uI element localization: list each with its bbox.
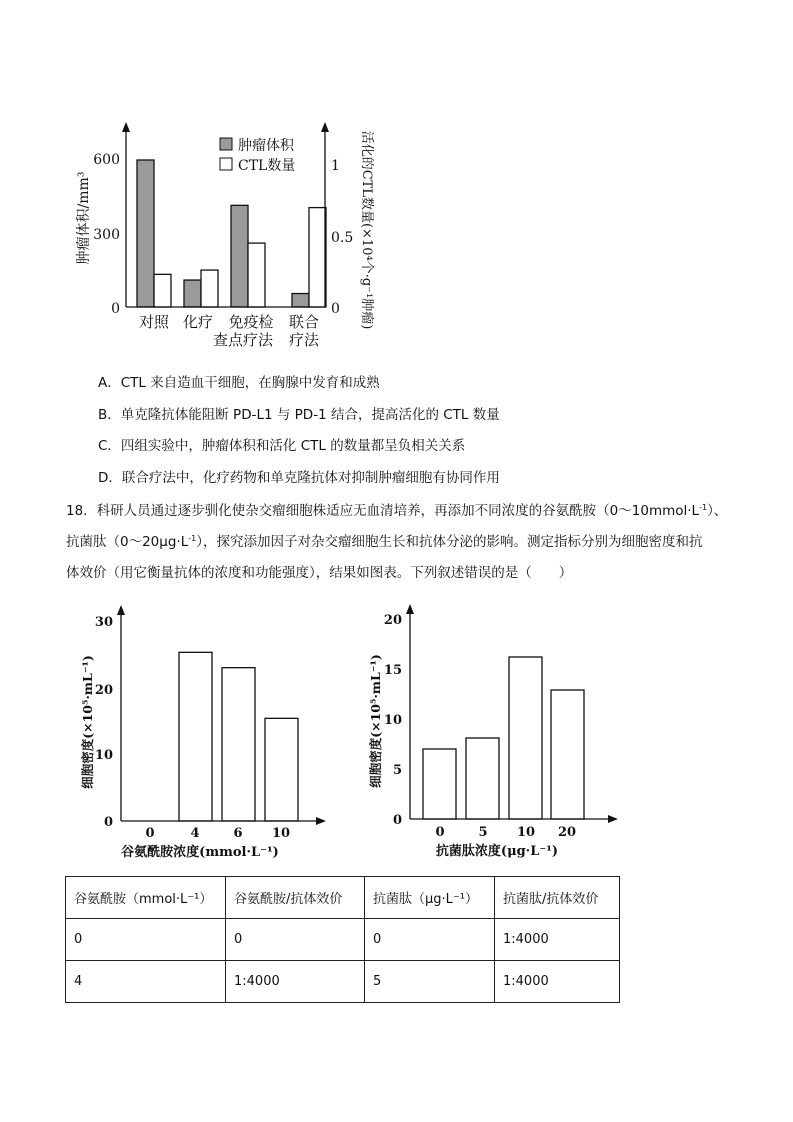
y-tick: 5 [392, 763, 402, 778]
y-tick: 10 [94, 748, 113, 763]
y-tick: 0 [103, 815, 113, 830]
question-18 [66, 496, 736, 589]
table-header: 谷氨酰胺（mmol·L⁻¹） [66, 877, 226, 919]
right-tick: 1 [331, 158, 340, 174]
q18-line-3: 体效价（用它衡量抗体的浓度和功能强度），结果如图表。下列叙述错误的是（ ） [66, 565, 573, 581]
table-row [66, 961, 620, 1003]
y-axis-title: 细胞密度(×10⁵·mL⁻¹) [80, 655, 95, 789]
x-tick: 0 [145, 826, 155, 841]
legend-swatch-tumor [220, 138, 232, 150]
y-tick: 0 [392, 813, 402, 828]
bar-tumor-volume [137, 160, 154, 307]
y-arrow [406, 604, 414, 614]
right-axis-title: 活化的CTL数量(×10⁴个·g⁻¹肿瘤) [359, 130, 374, 330]
right-tick: 0.5 [331, 230, 354, 246]
x-tick: 5 [478, 825, 488, 840]
left-tick: 300 [93, 227, 120, 243]
table-header: 抗菌肽（μg·L⁻¹） [365, 877, 495, 919]
x-label: 免疫检 [228, 313, 274, 331]
table-header: 谷氨酰胺/抗体效价 [226, 877, 365, 919]
bar-cell-density [423, 749, 456, 819]
table-cell: 0 [66, 919, 226, 961]
x-tick: 10 [516, 825, 536, 840]
bar-ctl-count [248, 243, 265, 307]
bar-tumor-volume [292, 294, 309, 307]
y-tick: 10 [383, 713, 402, 728]
option-d[interactable]: D．联合疗法中，化疗药物和单克隆抗体对抑制肿瘤细胞有协同作用 [98, 469, 500, 486]
legend-swatch-ctl [220, 158, 232, 170]
y-axis-title: 细胞密度(×10⁵·mL⁻¹) [368, 654, 383, 788]
x-tick: 20 [557, 825, 577, 840]
x-label: 对照 [138, 313, 170, 331]
x-label: 疗法 [288, 331, 320, 349]
results-table [65, 876, 620, 1003]
bar-cell-density [466, 738, 499, 819]
legend-label-ctl: CTL数量 [238, 158, 296, 174]
x-axis-title: 谷氨酰胺浓度(mmol·L⁻¹) [121, 845, 279, 860]
option-c[interactable]: C．四组实验中，肿瘤体积和活化 CTL 的数量都呈负相关关系 [98, 438, 466, 454]
bar-cell-density [509, 657, 542, 819]
table-row [66, 919, 620, 961]
bar-cell-density [551, 690, 584, 819]
q18-line-1: 18．科研人员通过逐步驯化使杂交瘤细胞株适应无血清培养，再添加不同浓度的谷氨酰胺$(0\sim 10mmol\cdot L^{-1})$、 [66, 503, 728, 519]
x-arrow [608, 815, 618, 823]
bar-tumor-volume [184, 280, 201, 307]
x-axis-title: 抗菌肽浓度(μg·L⁻¹) [435, 844, 559, 859]
y-arrow [117, 605, 125, 615]
table-cell: 0 [365, 919, 495, 961]
right-y-arrow [321, 122, 329, 132]
legend-label-tumor: 肿瘤体积 [238, 138, 294, 154]
bar-ctl-count [201, 270, 218, 307]
x-tick: 4 [190, 826, 200, 841]
answer-options [98, 372, 500, 498]
table-header-row [66, 877, 620, 919]
left-axis-title: 肿瘤体积/mm³ [76, 171, 92, 265]
bar-ctl-count [154, 274, 171, 307]
table-cell: 4 [66, 961, 226, 1003]
y-tick: 20 [94, 683, 113, 698]
left-y-arrow [122, 122, 130, 132]
x-tick: 6 [233, 826, 243, 841]
chart-antimicrobial-peptide [360, 596, 640, 866]
q18-line-2: 抗菌肽$(0\sim 20\mu g\cdot L^{-1})$，探究添加因子对杂交瘤细胞生长和抗体分泌的影响。测定指标分别为细胞密度和抗 [66, 534, 703, 550]
table-cell: 1:4000 [226, 961, 365, 1003]
bar-cell-density [179, 652, 212, 821]
right-tick: 0 [331, 301, 340, 317]
table-cell: 5 [365, 961, 495, 1003]
chart-glutamine [70, 597, 350, 867]
x-label: 化疗 [182, 313, 214, 331]
left-tick: 0 [111, 301, 120, 317]
y-tick: 15 [383, 663, 402, 678]
figure-tumor-ctl [60, 100, 400, 360]
left-tick: 600 [93, 152, 120, 168]
table-header: 抗菌肽/抗体效价 [495, 877, 620, 919]
bar-tumor-volume [231, 205, 248, 307]
option-b[interactable]: B．单克隆抗体能阻断 PD-L1 与 PD-1 结合，提高活化的 CTL 数量 [98, 406, 500, 423]
x-tick: 0 [435, 825, 445, 840]
x-label: 查点疗法 [212, 331, 274, 349]
y-tick: 20 [383, 613, 402, 628]
bar-cell-density [222, 668, 255, 821]
x-label: 联合 [288, 313, 320, 331]
y-tick: 30 [94, 615, 113, 630]
option-a[interactable]: A．CTL 来自造血干细胞，在胸腺中发育和成熟 [98, 375, 380, 391]
table-cell: 1:4000 [495, 961, 620, 1003]
x-tick: 10 [271, 826, 291, 841]
table-cell: 1:4000 [495, 919, 620, 961]
table-cell: 0 [226, 919, 365, 961]
bar-cell-density [265, 718, 298, 821]
bar-ctl-count [309, 208, 326, 307]
x-arrow [316, 817, 326, 825]
